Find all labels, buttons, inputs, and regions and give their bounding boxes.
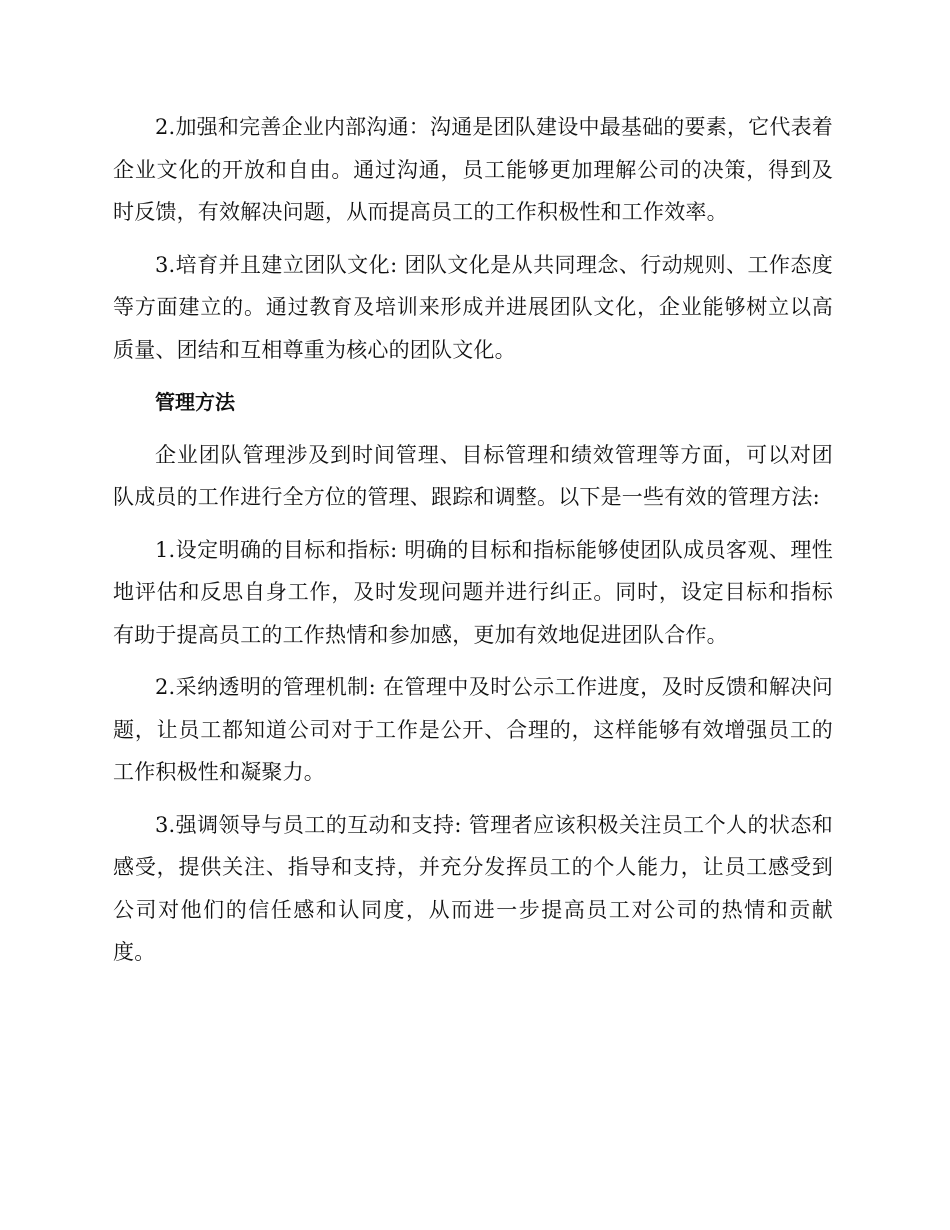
paragraph-management-intro: 企业团队管理涉及到时间管理、目标管理和绩效管理等方面，可以对团队成员的工作进行全方位的管理、跟踪和调整。以下是一些有效的管理方法: xyxy=(113,442,833,509)
paragraph-set-goals: 1.设定明确的目标和指标: 明确的目标和指标能够使团队成员客观、理性地评估和反思自身工作，及时发现问题并进行纠正。同时，设定目标和指标有助于提高员工的工作热情和参加感，更加有效地促进团队合作。 xyxy=(113,537,833,647)
section-heading-management-methods: 管理方法 xyxy=(155,390,235,414)
paragraph-leader-interaction: 3.强调领导与员工的互动和支持: 管理者应该积极关注员工个人的状态和感受，提供关注、指导和支持，并充分发挥员工的个人能力，让员工感受到公司对他们的信任感和认同度，从而进一步提高员工对公司的热情和贡献度。 xyxy=(113,812,833,964)
paragraph-transparent-mechanism: 2.采纳透明的管理机制: 在管理中及时公示工作进度，及时反馈和解决问题，让员工都知道公司对于工作是公开、合理的，这样能够有效增强员工的工作积极性和凝聚力。 xyxy=(113,675,833,784)
document-body xyxy=(113,106,833,984)
paragraph-communication: 2.加强和完善企业内部沟通：沟通是团队建设中最基础的要素，它代表着企业文化的开放和自由。通过沟通，员工能够更加理解公司的决策，得到及时反馈，有效解决问题，从而提高员工的工作积极性和工作效率。 xyxy=(113,115,833,224)
paragraph-team-culture: 3.培育并且建立团队文化: 团队文化是从共同理念、行动规则、工作态度等方面建立的。通过教育及培训来形成并进展团队文化，企业能够树立以高质量、团结和互相尊重为核心的团队文化。 xyxy=(113,252,833,362)
